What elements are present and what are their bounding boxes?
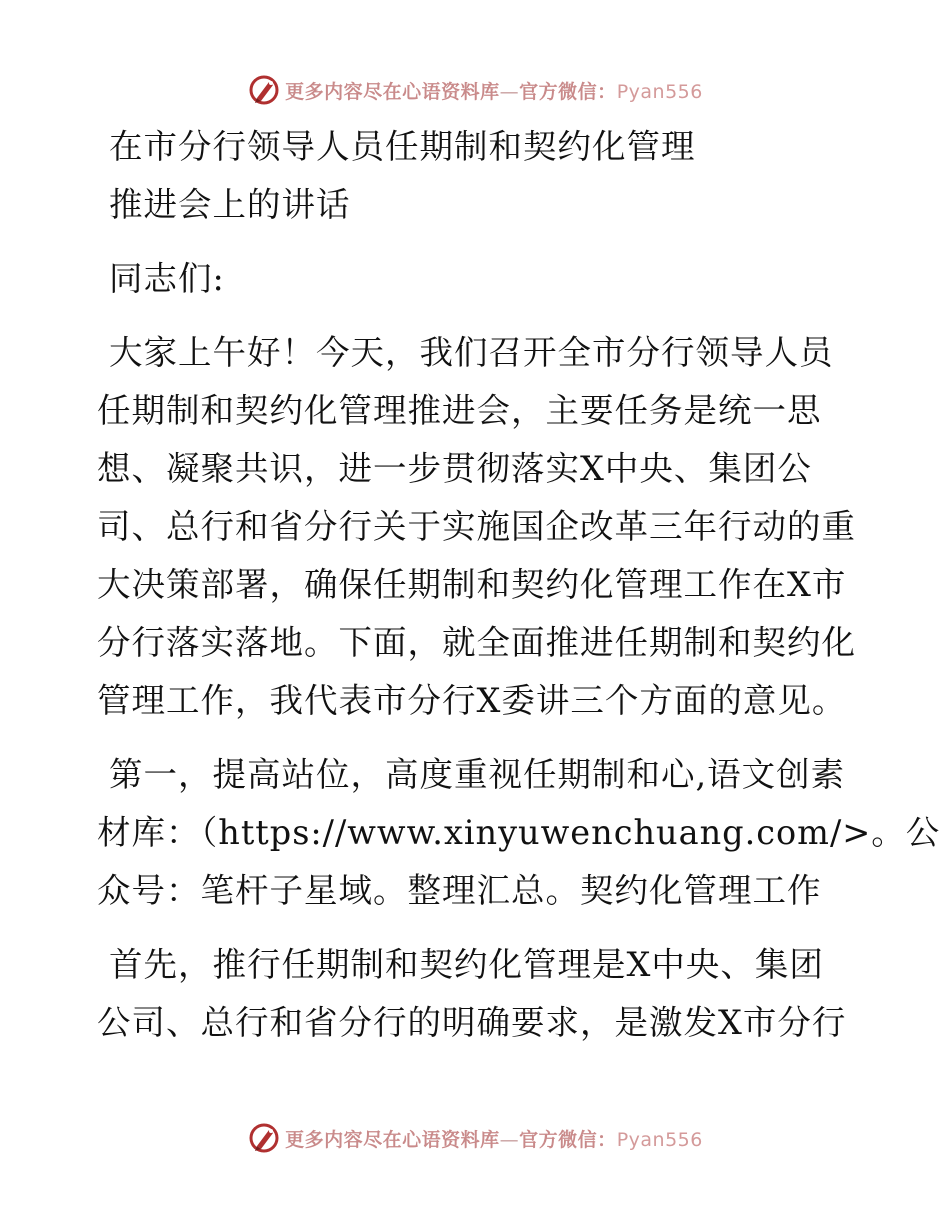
paragraph-line: 想、凝聚共识，进一步贯彻落实X中央、集团公 [97, 449, 812, 488]
footer-banner-id: Pyan556 [616, 1128, 703, 1151]
footer-banner-dash: — [499, 1128, 520, 1151]
paragraph-line: 大决策部署，确保任期制和契约化管理工作在X市 [97, 565, 847, 604]
paragraph-first-point [97, 746, 941, 920]
footer-banner-text [285, 1125, 703, 1152]
document-title-line-1: 在市分行领导人员任期制和契约化管理 [109, 127, 696, 166]
header-banner-id: Pyan556 [616, 80, 703, 103]
paragraph-line: 任期制和契约化管理推进会，主要任务是统一思 [97, 391, 822, 430]
document-body [97, 118, 941, 1052]
pen-logo-icon [247, 1121, 281, 1155]
header-banner-main: 更多内容尽在心语资料库 [285, 80, 500, 103]
header-banner [0, 70, 950, 110]
footer-banner-contact: 官方微信： [519, 1128, 617, 1151]
header-banner-dash: — [499, 80, 520, 103]
paragraph-line: 材库：（https://www.xinyuwenchuang.com/>。公 [97, 813, 941, 852]
paragraph-line: 众号：笔杆子星域。整理汇总。契约化管理工作 [97, 871, 822, 910]
document-title-line-2: 推进会上的讲话 [109, 185, 351, 224]
paragraph-line: 第一，提高站位，高度重视任期制和心,语文创素 [109, 755, 846, 794]
paragraph-line: 管理工作，我代表市分行X委讲三个方面的意见。 [97, 681, 847, 720]
header-banner-contact: 官方微信： [519, 80, 617, 103]
salutation: 同志们: [109, 259, 225, 298]
paragraph-line: 分行落实落地。下面，就全面推进任期制和契约化 [97, 623, 856, 662]
paragraph-intro [97, 324, 857, 730]
paragraph-first-subpoint [97, 936, 857, 1052]
footer-banner-main: 更多内容尽在心语资料库 [285, 1128, 500, 1151]
footer-banner [0, 1118, 950, 1158]
paragraph-line: 大家上午好！今天，我们召开全市分行领导人员 [109, 333, 834, 372]
header-banner-text [285, 77, 703, 104]
paragraph-line: 公司、总行和省分行的明确要求，是激发X市分行 [97, 1003, 847, 1042]
pen-logo-icon [247, 73, 281, 107]
paragraph-line: 首先，推行任期制和契约化管理是X中央、集团 [109, 945, 824, 984]
paragraph-line: 司、总行和省分行关于实施国企改革三年行动的重 [97, 507, 856, 546]
